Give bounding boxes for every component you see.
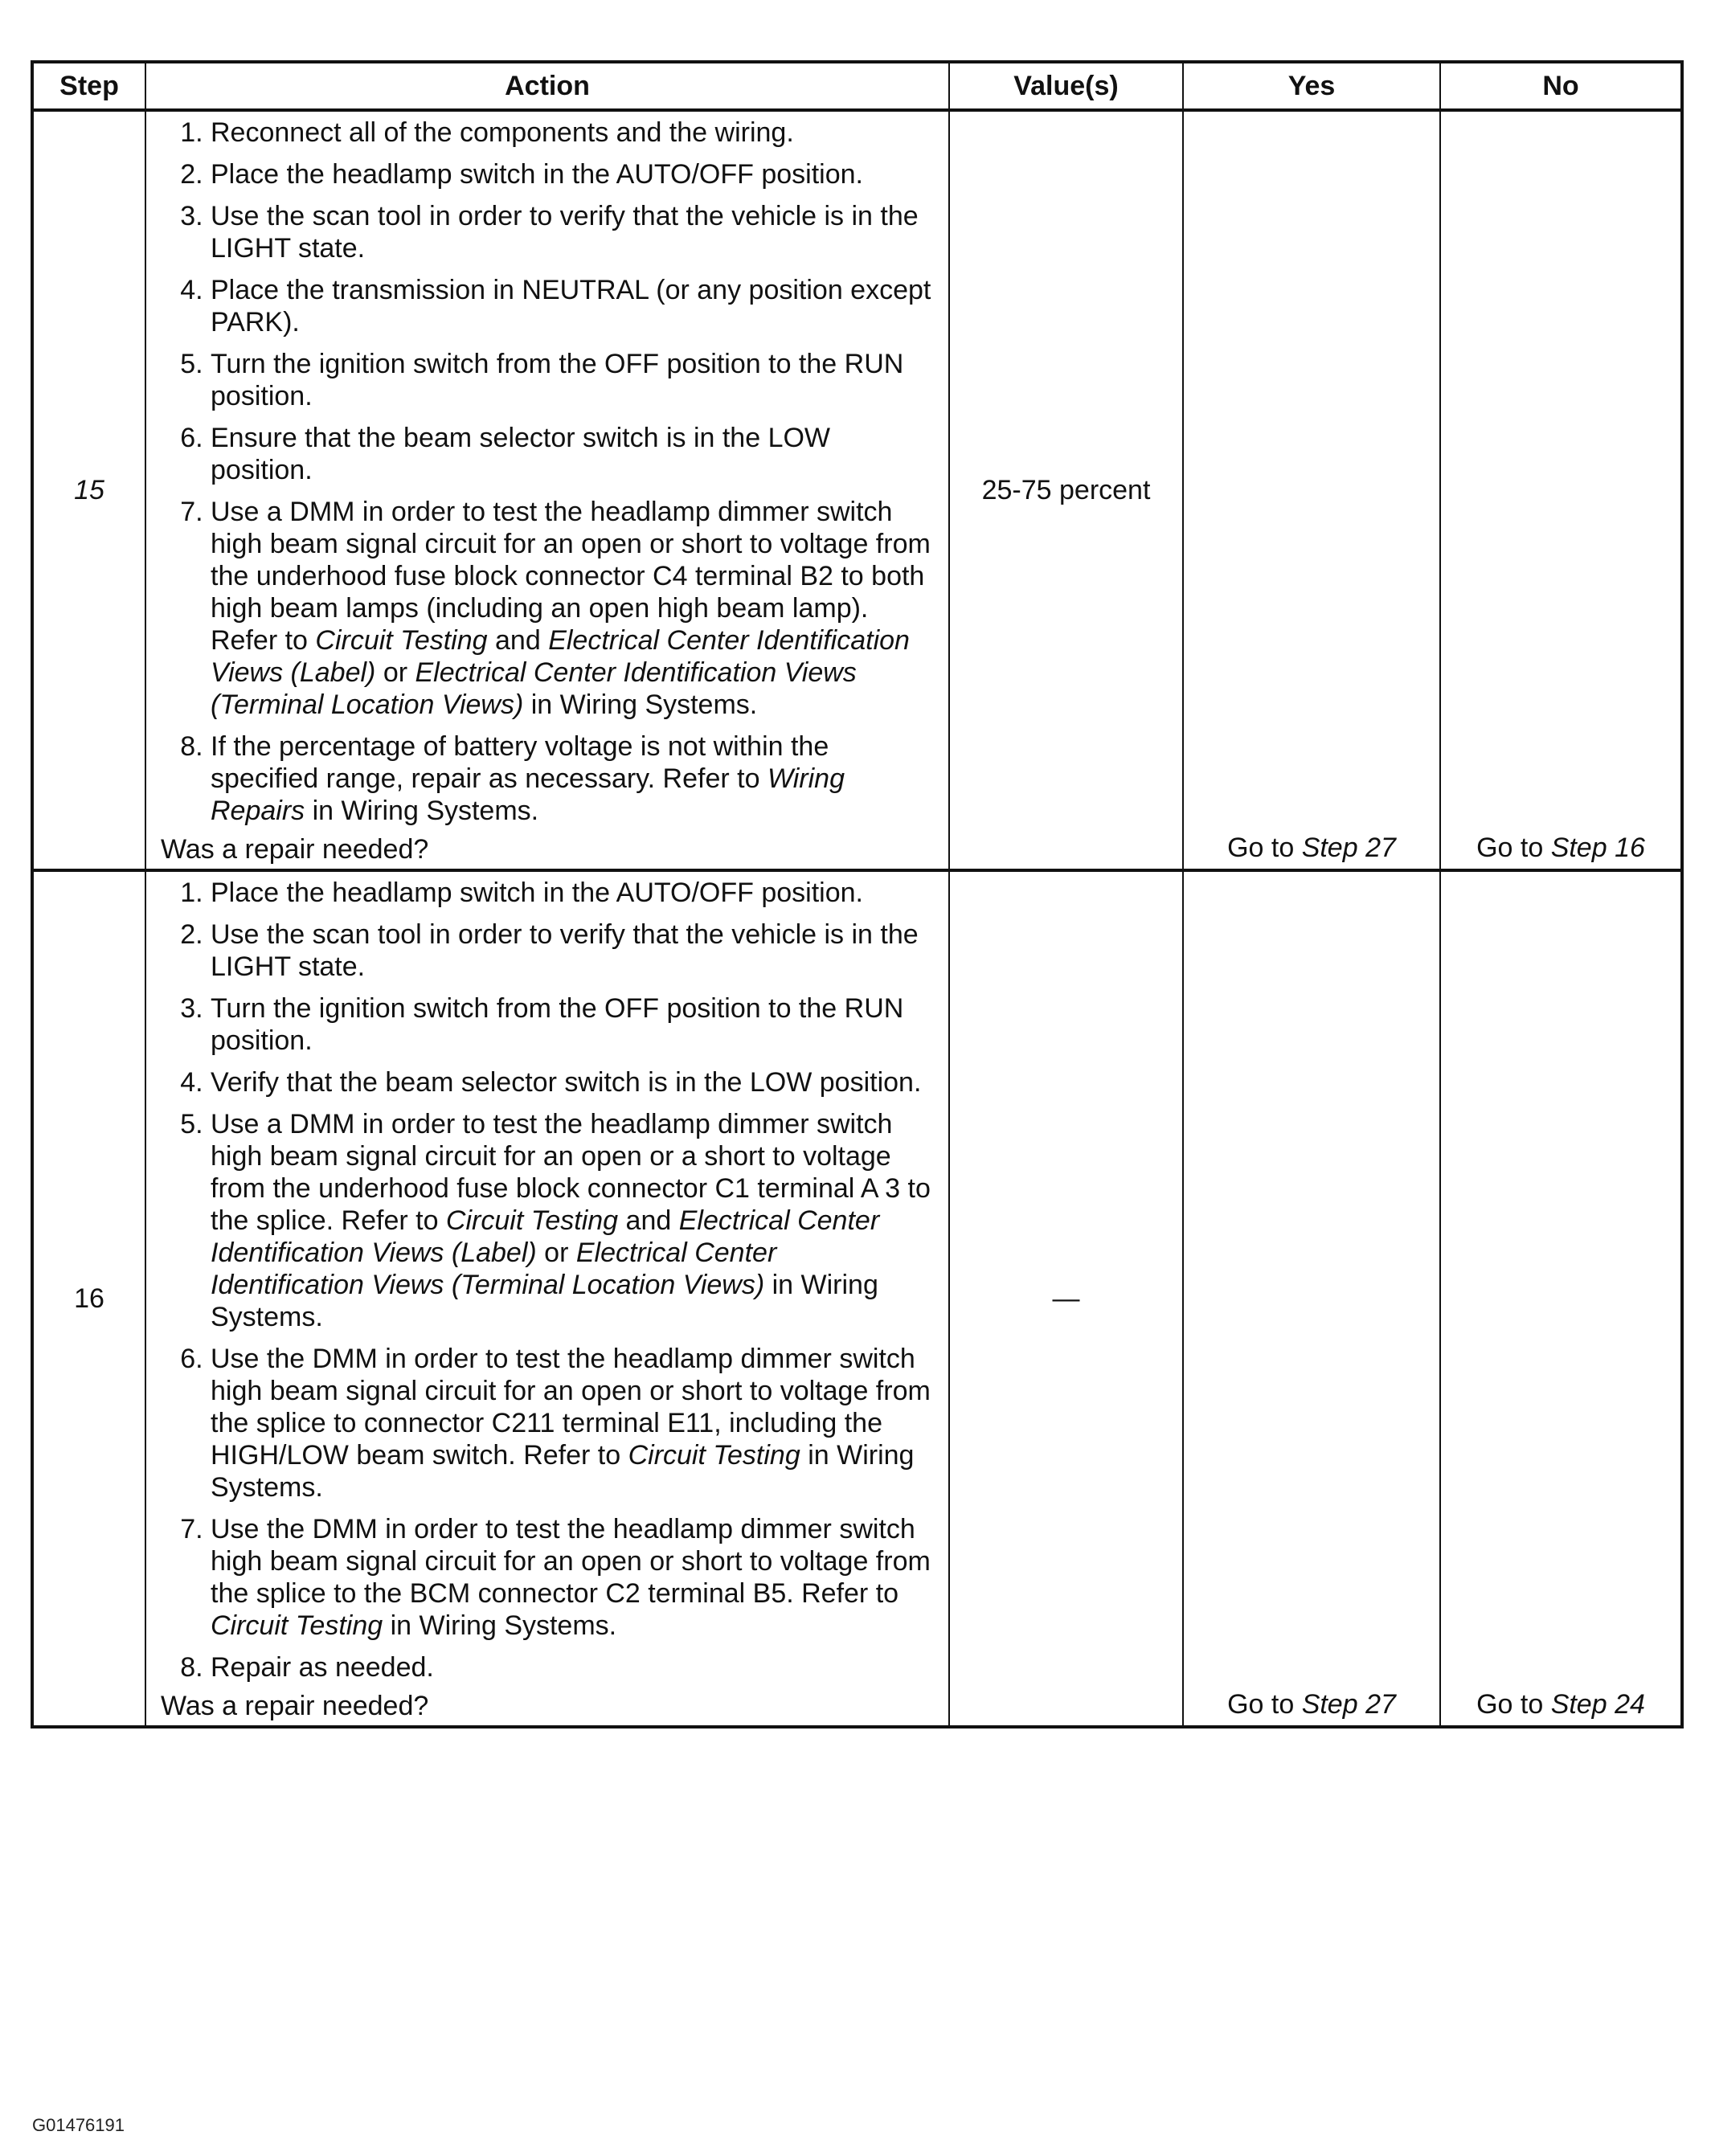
no-cell (1440, 870, 1682, 1727)
figure-id: G01476191 (32, 2115, 125, 2135)
header-no: No (1440, 62, 1682, 110)
list-item: 8. Repair as needed. (211, 1651, 937, 1683)
reference-link: Circuit Testing (628, 1440, 800, 1471)
list-item: 4. Verify that the beam selector switch is in the LOW position. (211, 1066, 937, 1098)
step-number: 16 (32, 870, 145, 1727)
header-yes: Yes (1183, 62, 1440, 110)
step-number: 15 (32, 110, 145, 870)
list-item: 6. Use the DMM in order to test the headlamp dimmer switch high beam signal circuit for an open or short to voltage from the splice to connector C211 terminal E11, including the HIGH/LOW beam switch. Refer to Circuit Testing in Wiring Systems. (211, 1343, 937, 1503)
question-text: Was a repair needed? (161, 834, 429, 865)
yes-cell (1183, 870, 1440, 1727)
list-item: 3. Use the scan tool in order to verify that the vehicle is in the LIGHT state. (211, 200, 937, 264)
list-item: 7. Use the DMM in order to test the headlamp dimmer switch high beam signal circuit for an open or short to voltage from the splice to the BCM connector C2 terminal B5. Refer to Circuit Testing in Wiring Systems. (211, 1513, 937, 1642)
list-item: 5. Use a DMM in order to test the headlamp dimmer switch high beam signal circuit for an open or a short to voltage from the underhood fuse block connector C1 terminal A 3 to the splice. Refer to Circuit Testing and Electrical Center Identification Views (Label) or Electrical Center Identification Views (Terminal Location Views) in Wiring Systems. (211, 1108, 937, 1333)
list-item: 2. Place the headlamp switch in the AUTO/OFF position. (211, 158, 937, 190)
action-list (161, 117, 937, 827)
header-step: Step (32, 62, 145, 110)
list-item: 1. Place the headlamp switch in the AUTO/OFF position. (211, 877, 937, 909)
value-cell: 25-75 percent (949, 110, 1183, 870)
header-row (32, 62, 1682, 110)
action-cell (145, 870, 949, 1727)
question-text: Was a repair needed? (161, 1691, 429, 1721)
yes-goto: Go to Step 27 (1227, 833, 1396, 863)
value-cell: — (949, 870, 1183, 1727)
table-row-step-15 (32, 110, 1682, 870)
diagnostic-table (31, 60, 1684, 1728)
table-row-step-16 (32, 870, 1682, 1727)
header-values: Value(s) (949, 62, 1183, 110)
list-item: 2. Use the scan tool in order to verify that the vehicle is in the LIGHT state. (211, 918, 937, 983)
list-item: 6. Ensure that the beam selector switch is in the LOW position. (211, 422, 937, 486)
reference-link: Circuit Testing (445, 1205, 619, 1236)
list-item: 7. Use a DMM in order to test the headlamp dimmer switch high beam signal circuit for an open or short to voltage from the underhood fuse block connector C4 terminal B2 to both high beam lamps (including an open high beam lamp). Refer to Circuit Testing and Electrical Center Identification Views (Label) or Electrical Center Identification Views (Terminal Location Views) in Wiring Systems. (211, 496, 937, 721)
list-item: 5. Turn the ignition switch from the OFF position to the RUN position. (211, 348, 937, 412)
list-item: 1. Reconnect all of the components and the wiring. (211, 117, 937, 149)
reference-link: Electrical Center Identification Views (Label) (211, 1205, 880, 1268)
no-cell (1440, 110, 1682, 870)
yes-cell (1183, 110, 1440, 870)
list-item: 8. If the percentage of battery voltage is not within the specified range, repair as necessary. Refer to Wiring Repairs in Wiring Systems. (211, 730, 937, 827)
list-item: 3. Turn the ignition switch from the OFF position to the RUN position. (211, 992, 937, 1057)
yes-goto: Go to Step 27 (1227, 1689, 1396, 1720)
reference-link: Electrical Center Identification Views (Terminal Location Views) (211, 1238, 777, 1300)
action-list (161, 877, 937, 1683)
reference-link: Circuit Testing (211, 1610, 383, 1641)
header-action: Action (145, 62, 949, 110)
list-item: 4. Place the transmission in NEUTRAL (or any position except PARK). (211, 274, 937, 338)
action-cell (145, 110, 949, 870)
reference-link: Circuit Testing (315, 625, 488, 656)
reference-link: Wiring Repairs (211, 763, 845, 826)
reference-link: Electrical Center Identification Views (Terminal Location Views) (211, 657, 857, 720)
no-goto: Go to Step 24 (1476, 1689, 1645, 1720)
reference-link: Electrical Center Identification Views (Label) (211, 625, 910, 688)
no-goto: Go to Step 16 (1476, 833, 1645, 863)
